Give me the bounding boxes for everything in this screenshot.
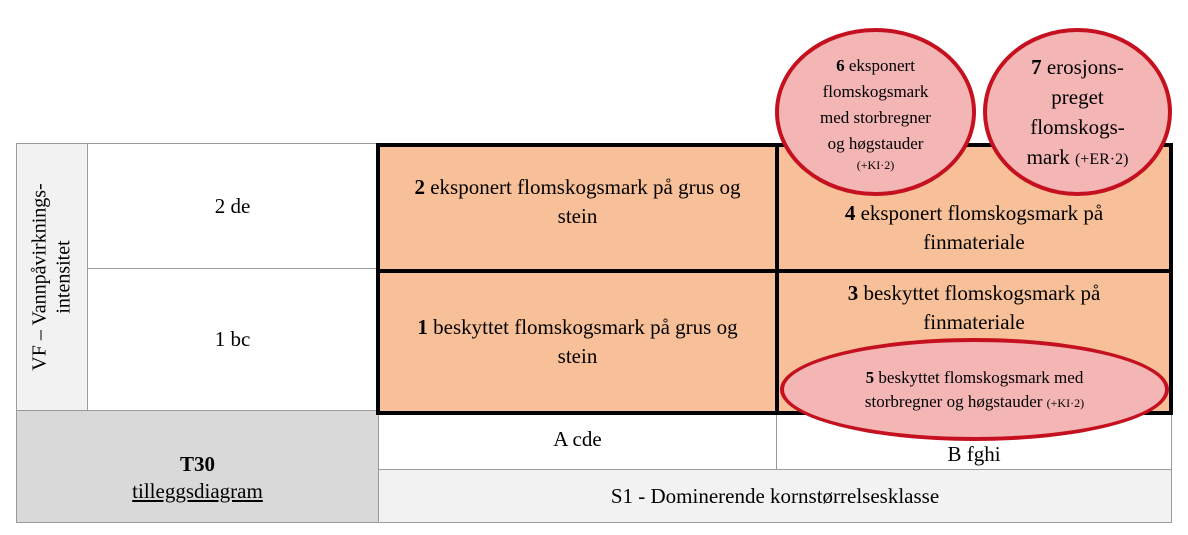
- unit-7-circle: 7 erosjons- preget flomskogs- mark (+ER·2): [983, 28, 1172, 196]
- diagram-subtitle: tilleggsdiagram: [132, 478, 263, 503]
- unit-3-box: 3 beskyttet flomskogsmark på finmateriale: [775, 269, 1173, 415]
- x-axis-title: S1 - Dominerende kornstørrelsesklasse: [610, 483, 940, 508]
- row-label-top: 2 de: [87, 143, 378, 269]
- corner-cell: [16, 410, 379, 523]
- unit-4-box: 4 eksponert flomskogsmark på finmateriale: [775, 143, 1173, 273]
- col-label-left: A cde: [378, 414, 777, 470]
- row-label-bottom: 1 bc: [87, 268, 378, 411]
- y-axis-title: VF – Vannpåvirknings- intensitet: [29, 183, 75, 371]
- diagram-code: T30: [179, 451, 215, 476]
- x-axis-title-cell: [378, 469, 1172, 523]
- unit-5-circle: 5 beskyttet flomskogsmark med storbregner og høgstauder (+KI·2): [780, 338, 1169, 441]
- unit-2-box: 2 eksponert flomskogsmark på grus og stein: [376, 143, 779, 273]
- unit-6-circle: 6 eksponert flomskogsmark med storbregner og høgstauder (+KI·2): [775, 28, 976, 196]
- y-axis-title-cell: [16, 143, 88, 411]
- unit-1-box: 1 beskyttet flomskogsmark på grus og stein: [376, 269, 779, 415]
- col-label-right: B fghi: [776, 414, 1172, 470]
